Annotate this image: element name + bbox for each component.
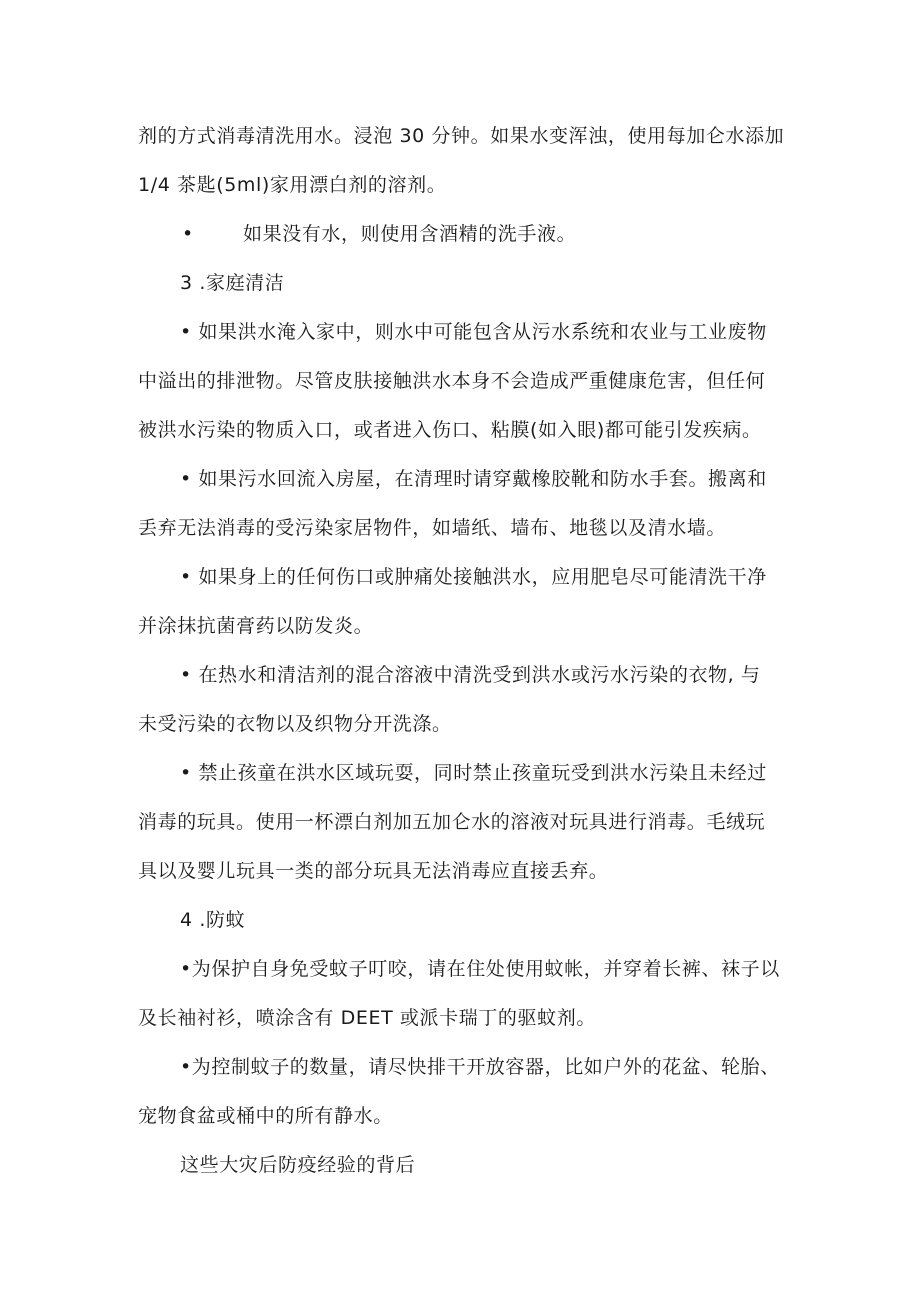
section-heading-4: 4 .防蚊 xyxy=(180,909,246,931)
text-line-7: 被洪水污染的物质入口，或者进入伤口、粘膜(如入眼)都可能引发疾病。 xyxy=(138,419,762,441)
text-line-13: 未受污染的衣物以及织物分开洗涤。 xyxy=(138,713,452,735)
bullet-1: • xyxy=(182,223,194,245)
text-line-21: 宠物食盆或桶中的所有静水。 xyxy=(138,1105,393,1127)
text-line-6: 中溢出的排泄物。尽管皮肤接触洪水本身不会造成严重健康危害，但任何 xyxy=(138,370,766,392)
text-line-16: 具以及婴儿玩具一类的部分玩具无法消毒应直接丢弃。 xyxy=(138,860,609,882)
text-line-11: 并涂抹抗菌膏药以防发炎。 xyxy=(138,615,374,637)
text-line-8: • 如果污水回流入房屋，在清理时请穿戴橡胶靴和防水手套。搬离和 xyxy=(180,468,767,490)
text-line-12: • 在热水和清洁剂的混合溶液中清洗受到洪水或污水污染的衣物, 与 xyxy=(180,664,761,686)
text-line-22: 这些大灾后防疫经验的背后 xyxy=(180,1154,416,1176)
text-line-18: •为保护自身免受蚊子叮咬，请在住处使用蚊帐，并穿着长裤、袜子以 xyxy=(180,958,780,980)
text-line-19: 及长袖衬衫，喷涂含有 DEET 或派卡瑞丁的驱蚊剂。 xyxy=(138,1007,596,1029)
text-line-9: 丢弃无法消毒的受污染家居物件，如墙纸、墙布、地毯以及清水墙。 xyxy=(138,517,727,539)
text-line-20: •为控制蚊子的数量，请尽快排干开放容器，比如户外的花盆、轮胎、 xyxy=(180,1056,780,1078)
text-line-15: 消毒的玩具。使用一杯漂白剂加五加仑水的溶液对玩具进行消毒。毛绒玩 xyxy=(138,811,766,833)
text-line-3: 如果没有水，则使用含酒精的洗手液。 xyxy=(243,223,577,245)
text-line-2: 1/4 茶匙(5ml)家用漂白剂的溶剂。 xyxy=(138,174,447,196)
section-heading-3: 3 .家庭清洁 xyxy=(180,272,285,294)
text-line-5: • 如果洪水淹入家中，则水中可能包含从污水系统和农业与工业废物 xyxy=(180,321,767,343)
text-line-10: • 如果身上的任何伤口或肿痛处接触洪水，应用肥皂尽可能清洗干净 xyxy=(180,566,767,588)
text-line-14: • 禁止孩童在洪水区域玩耍，同时禁止孩童玩受到洪水污染且未经过 xyxy=(180,762,767,784)
text-line-1: 剂的方式消毒清洗用水。浸泡 30 分钟。如果水变浑浊，使用每加仑水添加 xyxy=(138,125,785,147)
